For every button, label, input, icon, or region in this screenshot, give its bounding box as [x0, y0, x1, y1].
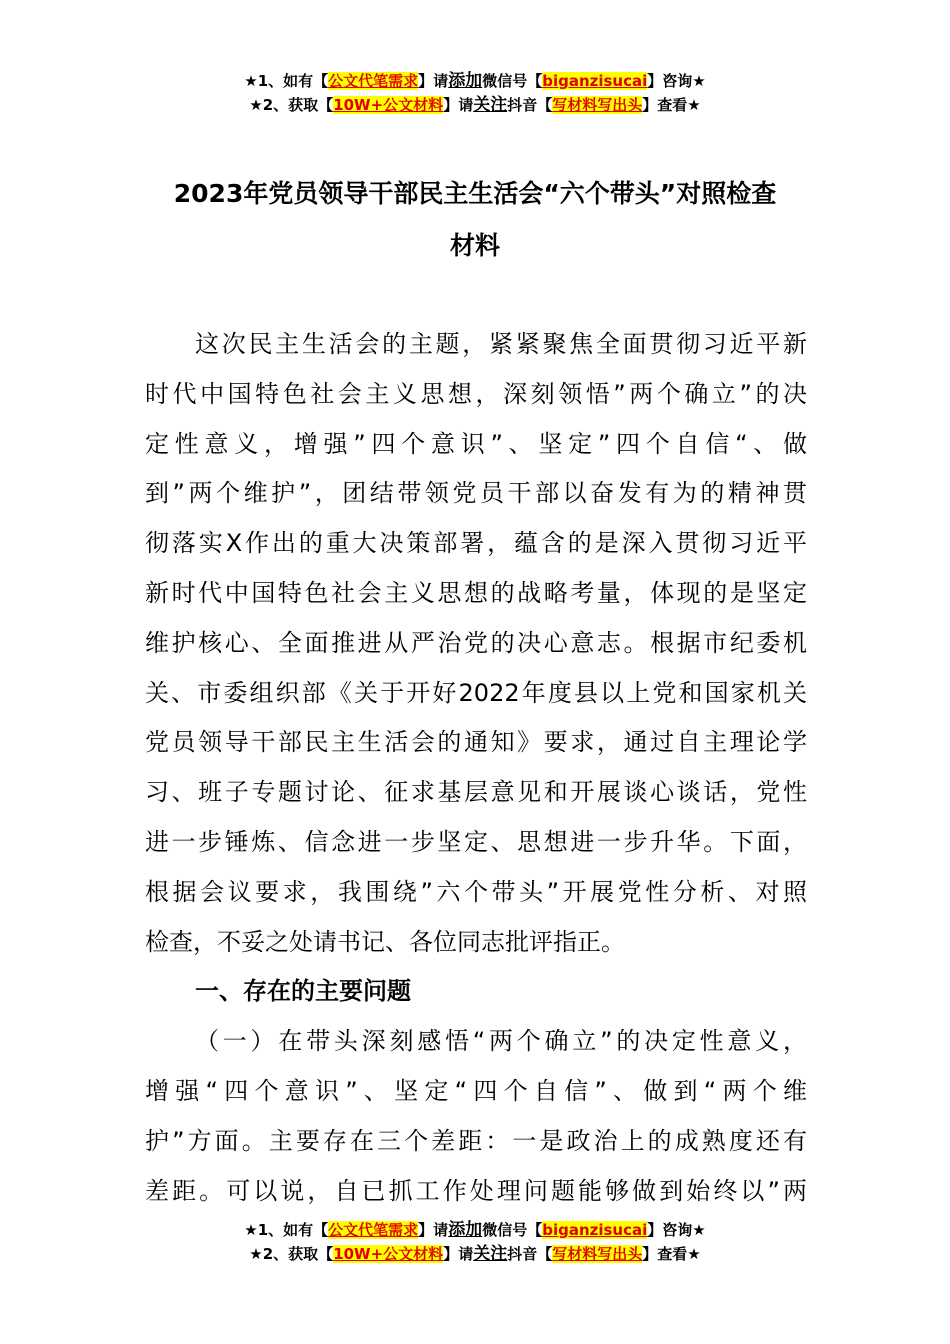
banner-text: 抖音【: [507, 1245, 553, 1263]
highlighted-text: 公文代笔需求: [328, 72, 419, 90]
banner-text: 关注: [473, 1244, 508, 1264]
promo-banner-bottom-1: [0, 1218, 950, 1242]
highlighted-text: 写材料写出头: [552, 96, 643, 114]
body-text-line: 差距。可以说，自已抓工作处理问题能够做到始终以”两: [145, 1176, 807, 1205]
banner-text: 】请: [443, 96, 474, 114]
banner-text: 】咨询★: [647, 72, 706, 90]
body-text-line: 定性意义，增强”四个意识”、坚定”四个自信“、做: [145, 429, 807, 458]
banner-text: ★2、获取【: [249, 96, 334, 114]
body-text-line: （一）在带头深刻感悟“两个确立”的决定性意义，: [195, 1027, 807, 1056]
title-line: 材料: [449, 231, 500, 260]
highlighted-text: 写材料写出头: [552, 1245, 643, 1263]
body-text-line: 进一步锤炼、信念进一步坚定、思想进一步升华。下面，: [145, 827, 807, 856]
body-text-line: 新时代中国特色社会主义思想的战略考量，体现的是坚定: [145, 578, 807, 607]
banner-text: 添加: [448, 1220, 483, 1240]
body-text-line: 护”方面。主要存在三个差距：一是政治上的成熟度还有: [145, 1126, 807, 1155]
highlighted-text: 10W+公文材料: [333, 1245, 444, 1263]
body-text-line: 检查，不妥之处请书记、各位同志批评指正。: [145, 927, 625, 956]
body-text-line: 习、班子专题讨论、征求基层意见和开展谈心谈话，党性: [145, 778, 807, 807]
body-text-line: 关、市委组织部《关于开好2022年度县以上党和国家机关: [145, 678, 807, 707]
body-text-line: 维护核心、全面推进从严治党的决心意志。根据市纪委机: [145, 628, 807, 657]
section-heading: 一、存在的主要问题: [195, 977, 411, 1006]
highlighted-text: 10W+公文材料: [333, 96, 444, 114]
body-text-line: 这次民主生活会的主题，紧紧聚焦全面贯彻习近平新: [195, 330, 807, 358]
banner-text: 关注: [473, 95, 508, 115]
banner-text: 】请: [418, 72, 449, 90]
title-line: 2023年党员领导干部民主生活会“六个带头”对照检查: [173, 179, 777, 208]
body-text-line: 根据会议要求，我围绕”六个带头”开展党性分析、对照: [145, 877, 807, 906]
highlighted-text: biganzisucai: [542, 72, 648, 90]
body-text-line: 增强“四个意识”、坚定“四个自信”、做到“两个维: [145, 1076, 807, 1105]
body-text-line: 彻落实X作出的重大决策部署，蕴含的是深入贯彻习近平: [145, 529, 807, 558]
body-text-line: 时代中国特色社会主义思想，深刻领悟”两个确立”的决: [145, 379, 807, 408]
banner-text: 添加: [448, 71, 483, 91]
body-text-line: 党员领导干部民主生活会的通知》要求，通过自主理论学: [145, 728, 807, 757]
body-text-line: 到”两个维护”，团结带领党员干部以奋发有为的精神贯: [145, 479, 807, 508]
highlighted-text: biganzisucai: [542, 1221, 648, 1239]
promo-banner-bottom-2: [0, 1242, 950, 1266]
banner-text: 微信号【: [482, 72, 543, 90]
document-title: [120, 168, 830, 272]
banner-text: 】咨询★: [647, 1221, 706, 1239]
banner-text: ★2、获取【: [249, 1245, 334, 1263]
banner-text: 抖音【: [507, 96, 553, 114]
banner-text: 】查看★: [642, 1245, 701, 1263]
promo-banner-top-2: [0, 93, 950, 117]
banner-text: 】请: [443, 1245, 474, 1263]
banner-text: ★1、如有【: [244, 72, 329, 90]
banner-text: 】请: [418, 1221, 449, 1239]
highlighted-text: 公文代笔需求: [328, 1221, 419, 1239]
banner-text: ★1、如有【: [244, 1221, 329, 1239]
banner-text: 微信号【: [482, 1221, 543, 1239]
banner-text: 】查看★: [642, 96, 701, 114]
promo-banner-top-1: [0, 69, 950, 93]
document-body: [145, 320, 807, 1216]
